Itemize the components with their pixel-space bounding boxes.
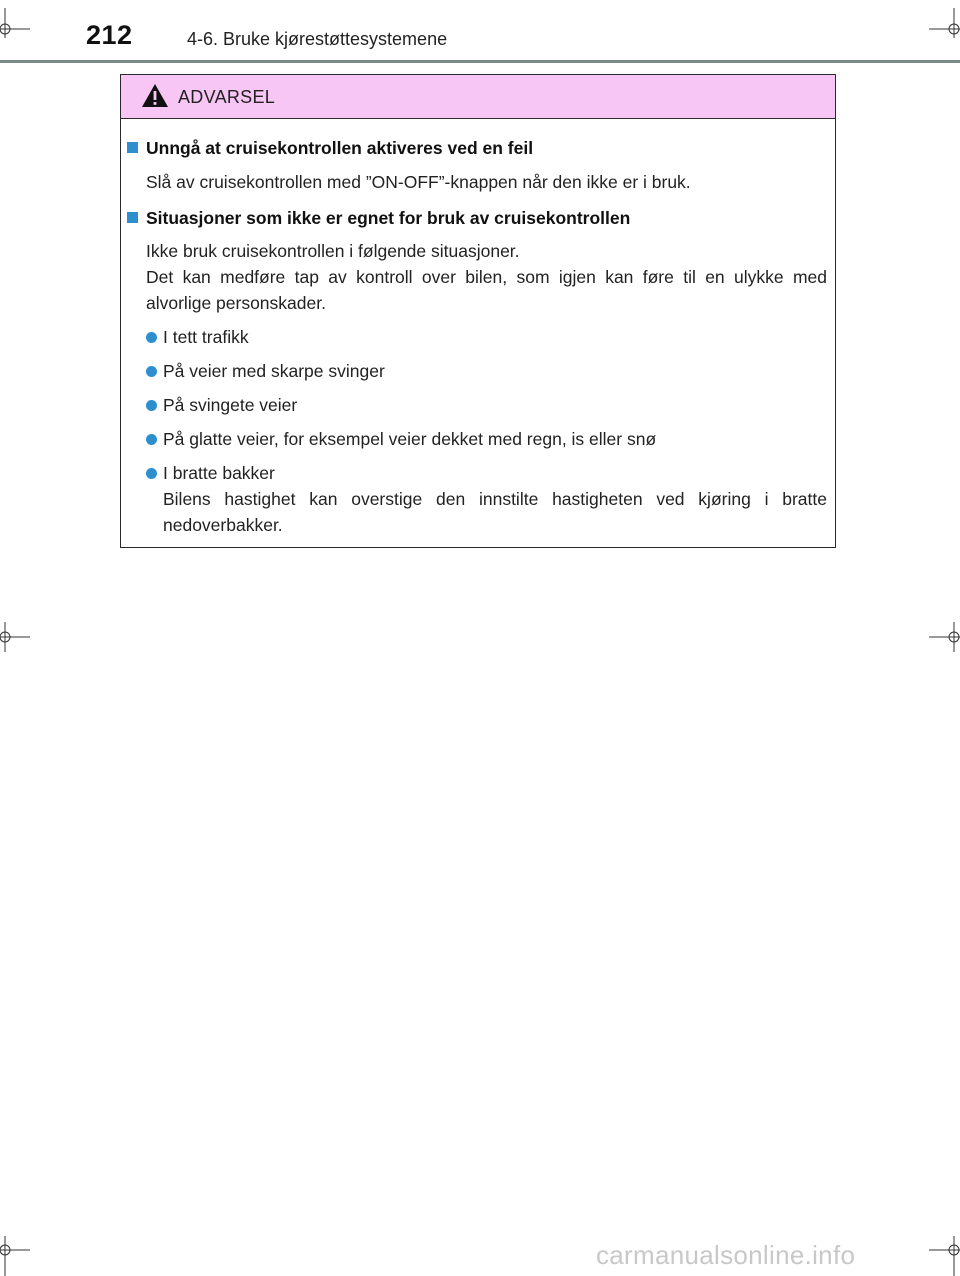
warning-box	[120, 74, 836, 548]
paragraph	[146, 169, 827, 195]
list-item	[146, 324, 827, 350]
watermark: carmanualsonline.info	[596, 1240, 856, 1270]
square-bullet-icon	[127, 142, 138, 153]
list-item-content	[163, 460, 827, 538]
paragraph-text: Slå av cruisekontrollen med ”ON-OFF”-knappen når den ikke er i bruk.	[146, 172, 691, 192]
warning-body	[121, 119, 835, 538]
list-item-text: På veier med skarpe svinger	[163, 361, 385, 381]
round-bullet-icon	[146, 434, 157, 445]
section-title: 4-6. Bruke kjørestøttesystemene	[187, 29, 448, 49]
list-item	[146, 392, 827, 418]
crop-mark-icon	[0, 622, 30, 652]
crop-mark-icon	[929, 8, 960, 38]
round-bullet-icon	[146, 400, 157, 411]
warning-label: ADVARSEL	[178, 87, 276, 107]
crop-mark-icon	[929, 1236, 960, 1276]
paragraph-text: Ikke bruk cruisekontrollen i følgende situasjoner.	[146, 241, 520, 261]
paragraph-text: Det kan medføre tap av kontroll over bilen, som igjen kan føre til en ulykke med alvorlige personskader.	[146, 267, 827, 313]
round-bullet-icon	[146, 332, 157, 343]
crop-mark-icon	[0, 1236, 30, 1276]
section-heading-text: Unngå at cruisekontrollen aktiveres ved en feil	[146, 138, 534, 158]
section-heading-text: Situasjoner som ikke er egnet for bruk av cruisekontrollen	[146, 208, 631, 228]
round-bullet-icon	[146, 468, 157, 479]
list-item	[146, 358, 827, 384]
paragraph	[146, 238, 827, 316]
list-item	[146, 460, 827, 538]
round-bullet-icon	[146, 366, 157, 377]
crop-mark-icon	[929, 622, 960, 652]
square-bullet-icon	[127, 212, 138, 223]
crop-mark-icon	[0, 8, 30, 38]
list-item-note: Bilens hastighet kan overstige den innstilte hastigheten ved kjøring i bratte nedoverbakker.	[163, 489, 827, 535]
list-item-text: På svingete veier	[163, 395, 298, 415]
page-number: 212	[86, 20, 133, 50]
section-heading	[127, 206, 827, 230]
section-heading	[127, 136, 827, 160]
warning-triangle-icon	[141, 83, 169, 113]
list-item-text: I bratte bakker	[163, 463, 275, 483]
list-item-text: På glatte veier, for eksempel veier dekket med regn, is eller snø	[163, 429, 657, 449]
list-item-text: I tett trafikk	[163, 327, 249, 347]
warning-header	[121, 75, 835, 119]
header-divider	[0, 60, 960, 63]
list-item	[146, 426, 827, 452]
